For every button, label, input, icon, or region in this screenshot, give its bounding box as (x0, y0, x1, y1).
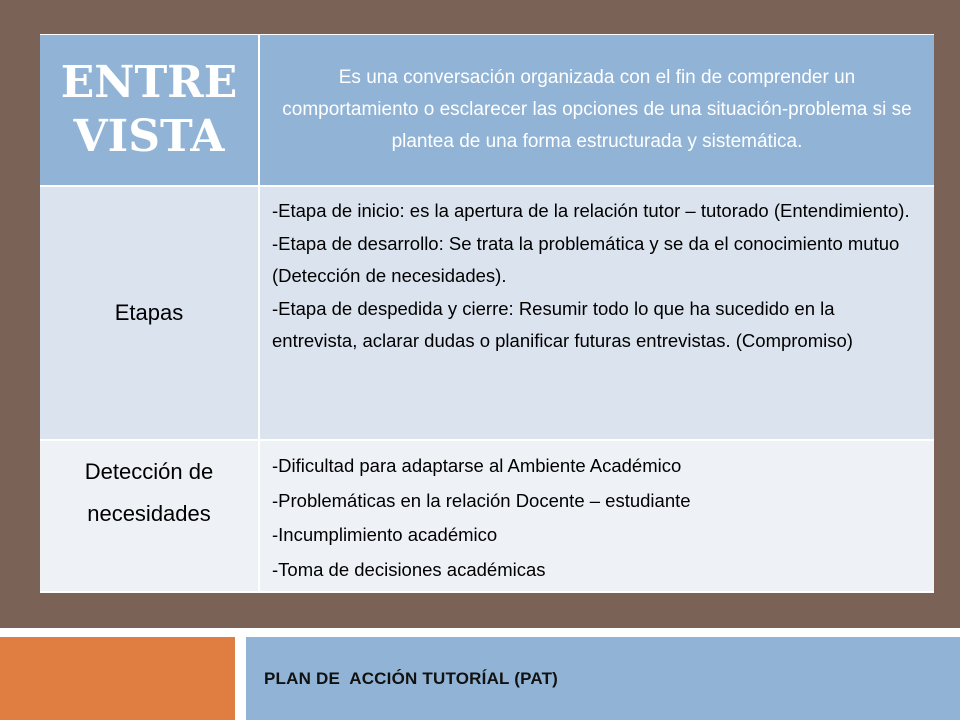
list-item: -Incumplimiento académico (272, 524, 498, 545)
footer-accent-bar (0, 637, 235, 720)
etapas-label: Etapas (114, 300, 184, 325)
list-item: -Etapa de inicio: es la apertura de la relación tutor – tutorado (Entendimiento). (272, 200, 910, 221)
list-item: -Etapa de despedida y cierre: Resumir todo lo que ha sucedido en la entrevista, aclarar dudas o planificar futuras entrevistas. (Compromiso) (272, 297, 853, 352)
necesidades-list (260, 441, 934, 593)
footer-title: PLAN DE ACCIÓN TUTORÍAL (PAT) (264, 668, 559, 688)
label-line-1: Detección de (84, 459, 214, 484)
definition-text: Es una conversación organizada con el fin de comprender un comportamiento o esclarecer las opciones de una situación-problema si se plantea de una forma estructurada y sistemática. (282, 67, 912, 152)
list-item: -Toma de decisiones académicas (272, 558, 546, 580)
necesidades-label (85, 451, 213, 535)
title-line-1: ENTRE (60, 57, 238, 108)
slide-title (61, 56, 238, 164)
title-line-2: VISTA (73, 111, 225, 162)
necesidades-label-cell (40, 441, 260, 593)
etapas-label-cell (40, 187, 260, 441)
etapas-list (260, 187, 934, 441)
list-item: -Dificultad para adaptarse al Ambiente Académico (272, 455, 682, 476)
content-table (40, 34, 934, 593)
footer-bar (246, 637, 960, 720)
label-line-2: necesidades (87, 501, 211, 526)
title-cell (40, 35, 260, 187)
list-item: -Problemáticas en la relación Docente – estudiante (272, 489, 691, 511)
list-item: -Etapa de desarrollo: Se trata la problemática y se da el conocimiento mutuo (Detección de necesidades). (272, 232, 900, 287)
definition-cell (260, 35, 934, 187)
